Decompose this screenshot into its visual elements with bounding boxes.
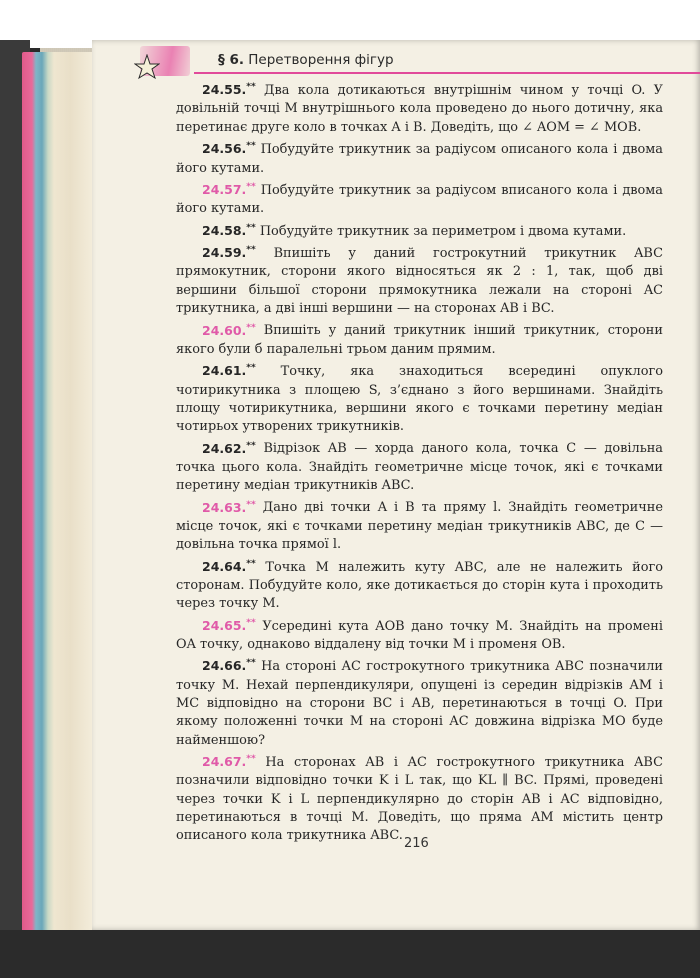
running-header <box>140 46 700 78</box>
section-name: Перетворення фігур <box>248 52 394 68</box>
problem-text: На стороні AC гострокутного трикутника ABC позначили точку M. Нехай перпендикуляри, опущені із середин відрізків AM і MC відповідно на сторони BC і AB, перетинаються в точці O. При якому положенні точки M на стороні AC довжина відрізка MO буде найменшою? <box>176 659 663 748</box>
problem-text: Дано дві точки A і B та пряму l. Знайдіть геометричне місце точок, які є точками перетину медіан трикутників ABC, де C — довільна точка прямої l. <box>176 500 663 553</box>
difficulty-mark: ** <box>246 363 256 374</box>
problem-number: 24.62.** <box>202 440 256 456</box>
difficulty-mark: ** <box>246 440 256 451</box>
problem-item <box>176 219 663 241</box>
problem-number: 24.60.** <box>202 322 256 338</box>
problem-number: 24.57.** <box>202 181 256 197</box>
page-number: 216 <box>404 836 429 851</box>
problem-text: Побудуйте трикутник за радіусом описаного кола і двома його кутами. <box>176 142 663 176</box>
problem-number: 24.65.** <box>202 617 256 633</box>
problem-number: 24.59.** <box>202 245 256 261</box>
problem-item <box>176 495 663 554</box>
problem-item <box>176 750 663 846</box>
section-number: § 6. <box>218 52 244 68</box>
difficulty-mark: ** <box>246 558 256 569</box>
problem-text: Впишіть у даний трикутник інший трикутник, сторони якого були б паралельні трьом даним прямим. <box>176 323 663 357</box>
problem-number: 24.56.** <box>202 141 256 157</box>
problem-item <box>176 178 663 219</box>
book-spine-edge <box>22 52 92 932</box>
problem-item <box>176 241 663 318</box>
difficulty-mark: ** <box>246 181 256 192</box>
problem-number: 24.63.** <box>202 499 256 515</box>
problem-item <box>176 359 663 436</box>
problem-number: 24.55.** <box>202 82 256 98</box>
problem-text: Два кола дотикаються внутрішнім чином у точці O. У довільній точці M внутрішнього кола проведено до нього дотичну, яка перетинає друге коло в точках A і B. Доведіть, що ∠ AOM = ∠ MOB. <box>176 83 663 135</box>
problem-list <box>176 78 663 846</box>
scan-background-bottom <box>0 930 700 978</box>
difficulty-mark: ** <box>246 499 256 510</box>
problem-number: 24.66.** <box>202 658 256 674</box>
problem-text: Усередині кута AOB дано точку M. Знайдіть на промені OA точку, однаково віддалену від точки M і променя OB. <box>176 618 663 653</box>
problem-text: Точку, яка знаходиться всередині опуклого чотирикутника з площею S, з’єднано з його вершинами. Знайдіть площу чотирикутника, вершини якого є точками перетину медіан чотирьох утворених трикутників. <box>176 364 663 435</box>
difficulty-mark: ** <box>246 82 256 92</box>
problem-text: Відрізок AB — хорда даного кола, точка C — довільна точка цього кола. Знайдіть геометричне місце точок, які є точками перетину медіан трикутників ABC. <box>176 441 663 494</box>
book-page <box>92 40 700 930</box>
problem-text: Впишіть у даний гострокутний трикутник ABC прямокутник, сторони якого відносяться як 2 : 1, так, щоб дві вершини більшої сторони прямокутника лежали на стороні AC трикутника, а дві інші вершини — на сторонах AB і BC. <box>176 246 663 317</box>
problem-number: 24.61.** <box>202 363 256 379</box>
problem-number: 24.58.** <box>202 222 256 238</box>
star-icon <box>134 54 160 80</box>
problem-item <box>176 78 663 137</box>
problem-text: Побудуйте трикутник за радіусом вписаного кола і двома його кутами. <box>176 182 663 217</box>
problem-item <box>176 137 663 178</box>
problem-item <box>176 318 663 359</box>
problem-item <box>176 436 663 495</box>
difficulty-mark: ** <box>246 322 256 333</box>
difficulty-mark: ** <box>246 617 256 628</box>
difficulty-mark: ** <box>246 245 256 255</box>
difficulty-mark: ** <box>246 222 256 233</box>
section-title <box>218 52 394 68</box>
problem-text: На сторонах AB і AC гострокутного трикутника ABC позначили відповідно точки K і L так, що KL ∥ BC. Прямі, проведені через точки K і L перпендикулярно до сторін AB і AC відповідно, перетинаються в точці M. Доведіть, що пряма AM містить центр описаного кола трикутника ABC. <box>176 755 663 844</box>
difficulty-mark: ** <box>246 658 256 669</box>
problem-text: Побудуйте трикутник за периметром і двома кутами. <box>255 223 627 239</box>
difficulty-mark: ** <box>246 141 256 152</box>
difficulty-mark: ** <box>246 753 256 764</box>
problem-item <box>176 654 663 750</box>
header-rule <box>194 72 700 74</box>
problem-item <box>176 555 663 614</box>
problem-item <box>176 614 663 655</box>
problem-number: 24.64.** <box>202 558 256 574</box>
problem-text: Точка M належить куту ABC, але не належить його сторонам. Побудуйте коло, яке дотикається до сторін кута і проходить через точку M. <box>176 559 663 612</box>
problem-number: 24.67.** <box>202 753 256 770</box>
